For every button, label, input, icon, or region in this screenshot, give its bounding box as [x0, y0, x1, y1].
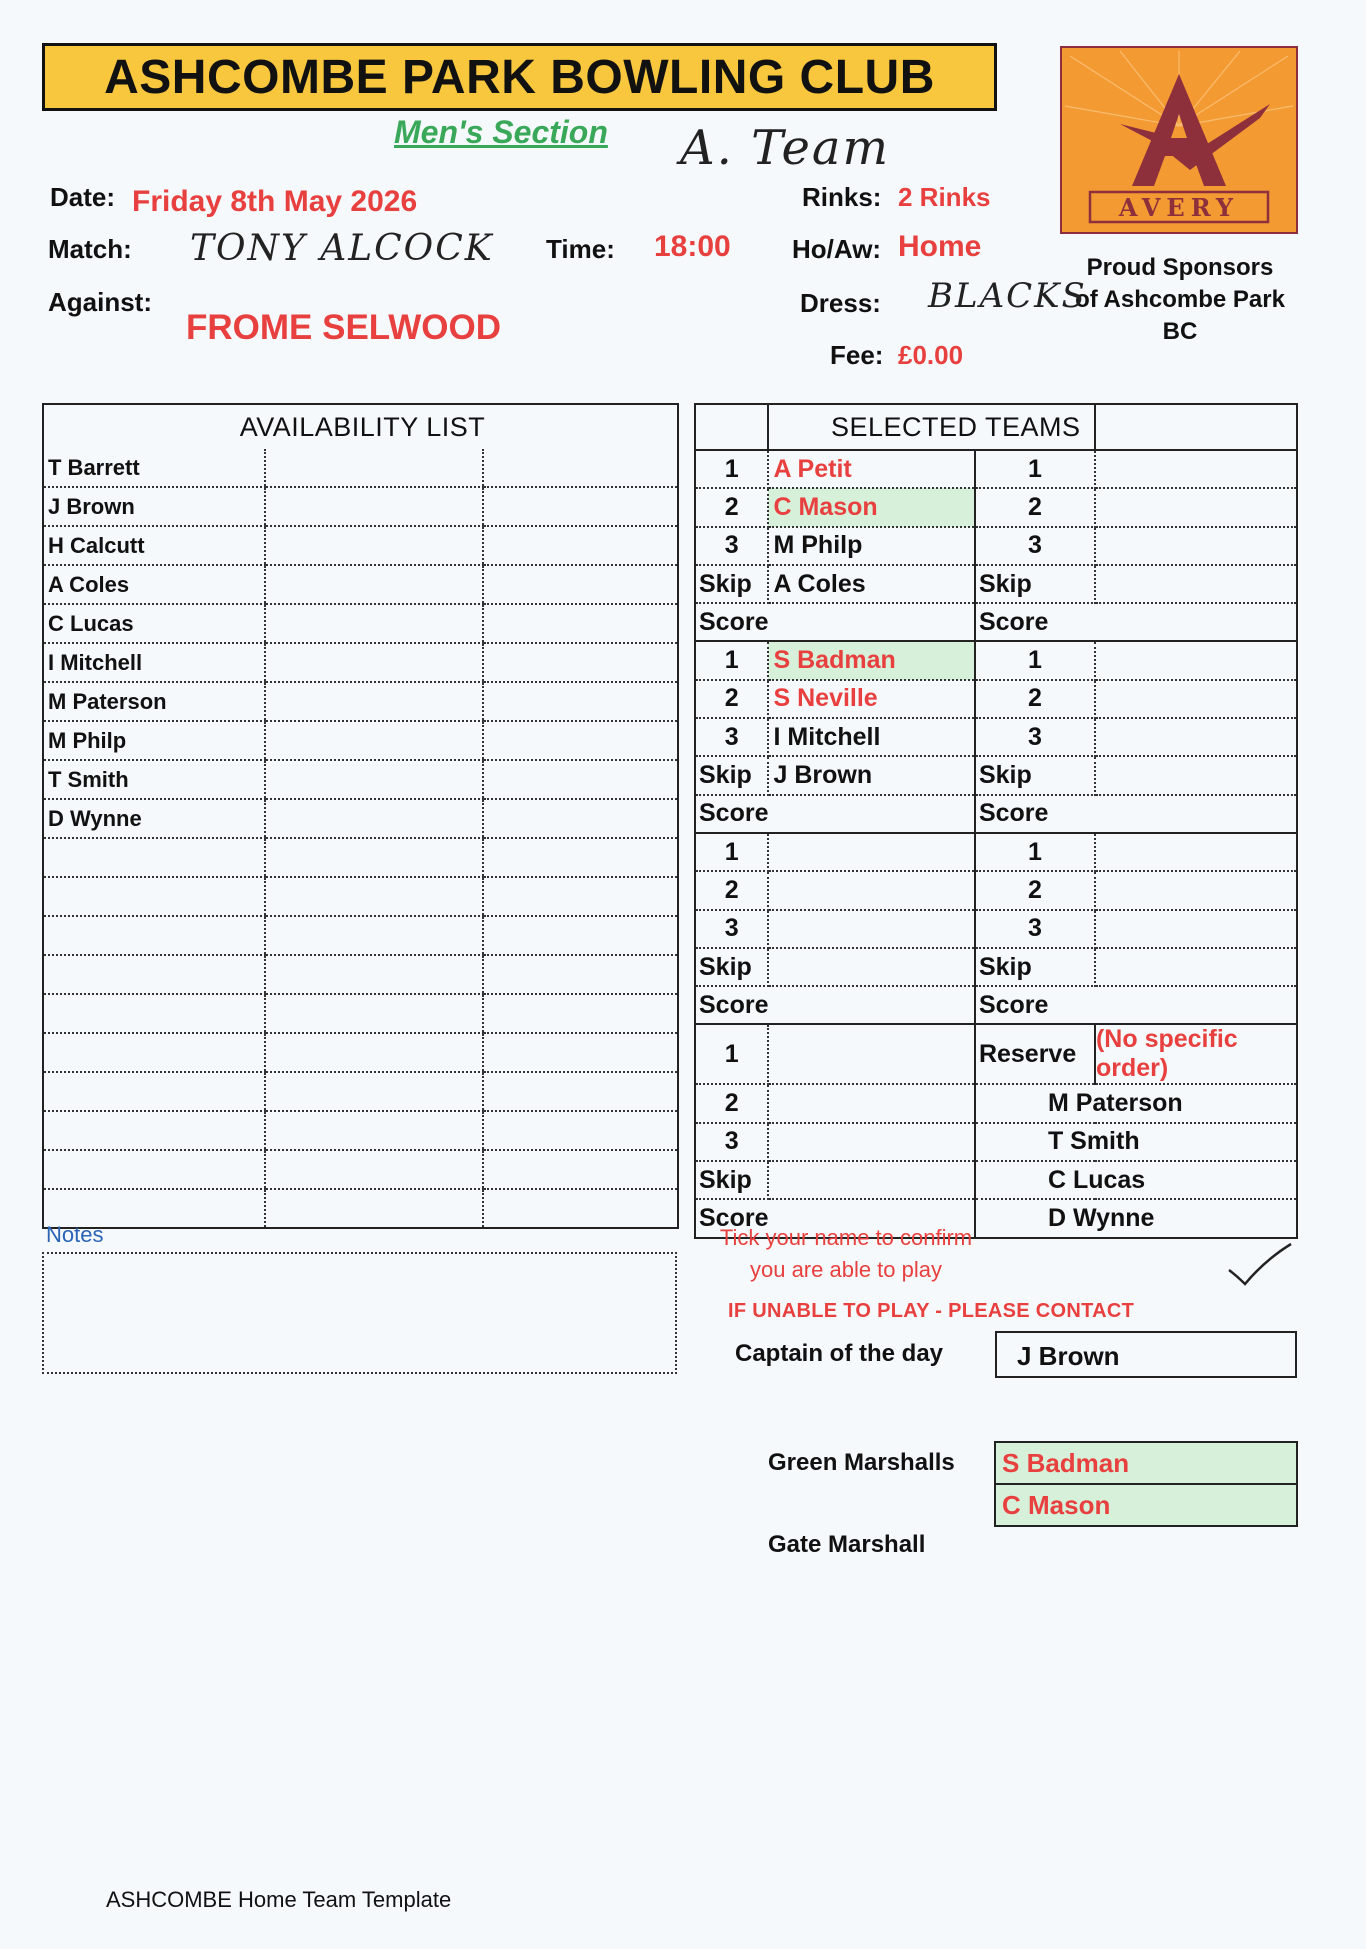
availability-name: J Brown — [43, 487, 265, 526]
sponsor-line2: of Ashcombe Park — [1075, 286, 1285, 313]
availability-row — [43, 1033, 678, 1072]
availability-cell[interactable] — [265, 1150, 483, 1189]
player-name: C Mason — [768, 488, 974, 526]
player-name — [768, 833, 974, 871]
team-player-row — [695, 1084, 1297, 1122]
score-label: Score — [975, 795, 1095, 833]
dress-value: BLACKS — [928, 276, 1087, 316]
opponent-player-name — [1095, 756, 1297, 794]
player-name: J Brown — [768, 756, 974, 794]
availability-cell[interactable] — [265, 1072, 483, 1111]
green-marshalls-label: Green Marshalls — [768, 1449, 955, 1476]
availability-cell[interactable] — [483, 1150, 678, 1189]
score-label: Score — [695, 1199, 768, 1237]
availability-row — [43, 643, 678, 682]
position-label: 1 — [695, 450, 768, 488]
availability-cell[interactable] — [483, 604, 678, 643]
tick-msg-line2: you are able to play — [749, 1257, 943, 1282]
availability-row — [43, 487, 678, 526]
opponent-player-name — [1095, 833, 1297, 871]
availability-cell[interactable] — [483, 760, 678, 799]
availability-cell[interactable] — [265, 682, 483, 721]
sponsor-line3: BC — [1162, 318, 1198, 345]
availability-cell[interactable] — [483, 682, 678, 721]
opponent-position-label: 3 — [975, 527, 1095, 565]
score-label: Score — [975, 603, 1095, 641]
availability-name: M Paterson — [43, 682, 265, 721]
availability-name: H Calcutt — [43, 526, 265, 565]
reserve-name: M Paterson — [975, 1084, 1297, 1122]
position-label: 2 — [695, 871, 768, 909]
player-name: S Neville — [768, 680, 974, 718]
opponent-player-name — [1095, 565, 1297, 603]
opponent-position-label: 3 — [975, 910, 1095, 948]
position-label: Skip — [695, 948, 768, 986]
availability-row — [43, 760, 678, 799]
availability-name — [43, 916, 265, 955]
handwritten-team: A. Team — [680, 120, 891, 176]
availability-row — [43, 877, 678, 916]
sponsor-text — [1060, 252, 1300, 348]
player-name — [768, 948, 974, 986]
availability-cell[interactable] — [483, 643, 678, 682]
opponent-player-name — [1095, 450, 1297, 488]
score-row — [695, 603, 1297, 641]
availability-cell[interactable] — [483, 877, 678, 916]
availability-row — [43, 721, 678, 760]
availability-cell[interactable] — [265, 1111, 483, 1150]
opponent-position-label: 1 — [975, 641, 1095, 679]
opponent-position-label: Skip — [975, 948, 1095, 986]
green-marshalls-box — [994, 1441, 1298, 1527]
green-marshall-2: C Mason — [995, 1484, 1297, 1526]
opponent-player-name — [1095, 718, 1297, 756]
availability-cell[interactable] — [265, 721, 483, 760]
reserve-label: Reserve — [975, 1024, 1095, 1084]
avery-logo — [1060, 46, 1298, 234]
availability-cell[interactable] — [265, 1033, 483, 1072]
position-label: 1 — [695, 641, 768, 679]
rinks-label: Rinks: — [802, 182, 882, 212]
availability-name — [43, 1033, 265, 1072]
availability-cell[interactable] — [483, 838, 678, 877]
selected-teams-title: SELECTED TEAMS — [768, 404, 1094, 450]
opponent-player-name — [1095, 641, 1297, 679]
fee-label: Fee: — [830, 340, 884, 370]
availability-title: AVAILABILITY LIST — [239, 411, 486, 442]
sponsor-line1: Proud Sponsors — [1086, 254, 1274, 281]
availability-cell[interactable] — [483, 449, 678, 487]
team-player-row — [695, 488, 1297, 526]
position-label: Skip — [695, 756, 768, 794]
opponent-position-label: 1 — [975, 833, 1095, 871]
availability-cell[interactable] — [483, 565, 678, 604]
score-value — [768, 795, 974, 833]
no-order-note: (No specific order) — [1095, 1024, 1297, 1084]
opponent-player-name — [1095, 488, 1297, 526]
team-player-row — [695, 756, 1297, 794]
opponent-position-label: 3 — [975, 718, 1095, 756]
selected-teams-table — [694, 403, 1298, 1239]
availability-cell[interactable] — [483, 799, 678, 838]
team-player-row — [695, 1161, 1297, 1199]
position-label: 3 — [695, 910, 768, 948]
score-value — [1095, 603, 1297, 641]
availability-table — [42, 403, 679, 1229]
reserve-name: D Wynne — [1047, 1203, 1155, 1232]
position-label: 3 — [695, 718, 768, 756]
availability-row — [43, 526, 678, 565]
team-player-row — [695, 948, 1297, 986]
availability-cell[interactable] — [483, 526, 678, 565]
availability-name — [43, 1150, 265, 1189]
availability-cell[interactable] — [265, 838, 483, 877]
availability-name — [43, 1111, 265, 1150]
availability-cell[interactable] — [483, 1189, 678, 1228]
availability-cell[interactable] — [483, 916, 678, 955]
team-player-row — [695, 871, 1297, 909]
team-player-row — [695, 450, 1297, 488]
team-player-row — [695, 527, 1297, 565]
match-value: TONY ALCOCK — [190, 228, 494, 269]
team-player-row — [695, 641, 1297, 679]
player-name — [768, 1084, 974, 1122]
team-player-row — [695, 910, 1297, 948]
availability-cell[interactable] — [265, 955, 483, 994]
opponent-player-name — [1095, 527, 1297, 565]
player-name: M Philp — [768, 527, 974, 565]
player-name: I Mitchell — [768, 718, 974, 756]
score-label: Score — [975, 986, 1095, 1024]
availability-row — [43, 449, 678, 487]
hoaw-label: Ho/Aw: — [792, 234, 882, 264]
score-label: Score — [695, 603, 768, 641]
opponent-position-label: Skip — [975, 565, 1095, 603]
date-value: Friday 8th May 2026 — [132, 185, 418, 218]
tick-message — [696, 1222, 996, 1286]
availability-row — [43, 1072, 678, 1111]
opponent-player-name — [1095, 871, 1297, 909]
opponent-player-name — [1095, 948, 1297, 986]
section-title: Men's Section — [394, 114, 608, 150]
availability-name — [43, 955, 265, 994]
position-label: Skip — [695, 565, 768, 603]
date-label: Date: — [50, 182, 116, 212]
team-player-row — [695, 833, 1297, 871]
availability-row — [43, 1111, 678, 1150]
footer-text: ASHCOMBE Home Team Template — [106, 1887, 452, 1912]
availability-cell[interactable] — [483, 1033, 678, 1072]
captain-label: Captain of the day — [735, 1340, 944, 1367]
availability-cell[interactable] — [483, 994, 678, 1033]
reserve-name: T Smith — [975, 1123, 1297, 1161]
team-player-row — [695, 680, 1297, 718]
player-name — [768, 1024, 974, 1084]
fee-value: £0.00 — [898, 340, 964, 370]
availability-row — [43, 682, 678, 721]
position-label: 3 — [695, 1123, 768, 1161]
position-label: 2 — [695, 488, 768, 526]
opponent-player-name — [1095, 910, 1297, 948]
time-label: Time: — [546, 234, 615, 264]
notes-label: Notes — [46, 1222, 104, 1247]
availability-name — [43, 1072, 265, 1111]
team-player-row — [695, 1123, 1297, 1161]
player-name — [768, 1123, 974, 1161]
availability-row — [43, 565, 678, 604]
availability-row — [43, 799, 678, 838]
gate-marshall-label: Gate Marshall — [768, 1531, 926, 1558]
score-label: Score — [695, 795, 768, 833]
team-player-row — [695, 1024, 1297, 1084]
opponent-position-label: 2 — [975, 871, 1095, 909]
availability-name: A Coles — [43, 565, 265, 604]
availability-cell[interactable] — [483, 955, 678, 994]
availability-cell[interactable] — [265, 526, 483, 565]
position-label: 3 — [695, 527, 768, 565]
against-value: FROME SELWOOD — [186, 308, 501, 347]
availability-name: T Barrett — [43, 449, 265, 487]
availability-cell[interactable] — [265, 487, 483, 526]
rinks-value: 2 Rinks — [898, 182, 991, 212]
availability-cell[interactable] — [265, 449, 483, 487]
availability-name — [43, 994, 265, 1033]
availability-cell[interactable] — [265, 1189, 483, 1228]
availability-name: T Smith — [43, 760, 265, 799]
availability-row — [43, 1189, 678, 1228]
contact-message: IF UNABLE TO PLAY - PLEASE CONTACT — [728, 1300, 1135, 1322]
club-title: ASHCOMBE PARK BOWLING CLUB — [42, 43, 997, 111]
player-name: S Badman — [768, 641, 974, 679]
availability-name: D Wynne — [43, 799, 265, 838]
green-marshall-1: S Badman — [995, 1442, 1297, 1484]
position-label: 2 — [695, 680, 768, 718]
availability-row — [43, 838, 678, 877]
availability-cell[interactable] — [483, 1072, 678, 1111]
availability-cell[interactable] — [265, 877, 483, 916]
availability-cell[interactable] — [265, 916, 483, 955]
availability-cell[interactable] — [483, 487, 678, 526]
team-player-row — [695, 718, 1297, 756]
score-value — [768, 986, 974, 1024]
score-value — [1095, 986, 1297, 1024]
availability-cell[interactable] — [265, 760, 483, 799]
dress-label: Dress: — [800, 288, 881, 318]
position-label: Skip — [695, 1161, 768, 1199]
logo-text: AVERY — [1118, 193, 1240, 222]
position-label: 1 — [695, 833, 768, 871]
score-row — [695, 795, 1297, 833]
opponent-position-label: 1 — [975, 450, 1095, 488]
availability-cell[interactable] — [265, 799, 483, 838]
score-value — [768, 603, 974, 641]
player-name — [768, 1161, 974, 1199]
opponent-position-label: 2 — [975, 680, 1095, 718]
player-name: A Coles — [768, 565, 974, 603]
availability-cell[interactable] — [265, 994, 483, 1033]
availability-cell[interactable] — [265, 604, 483, 643]
opponent-position-label: 2 — [975, 488, 1095, 526]
availability-cell[interactable] — [483, 721, 678, 760]
score-value — [1095, 795, 1297, 833]
availability-row — [43, 604, 678, 643]
availability-row — [43, 1150, 678, 1189]
availability-row — [43, 916, 678, 955]
captain-value: J Brown — [995, 1331, 1297, 1378]
player-name — [768, 871, 974, 909]
availability-row — [43, 994, 678, 1033]
availability-cell[interactable] — [265, 643, 483, 682]
score-row — [695, 986, 1297, 1024]
availability-row — [43, 955, 678, 994]
availability-cell[interactable] — [483, 1111, 678, 1150]
match-label: Match: — [48, 234, 132, 264]
availability-name — [43, 877, 265, 916]
availability-name — [43, 838, 265, 877]
against-label: Against: — [48, 287, 152, 317]
team-player-row — [695, 565, 1297, 603]
reserve-name: C Lucas — [975, 1161, 1297, 1199]
player-name — [768, 910, 974, 948]
availability-name: I Mitchell — [43, 643, 265, 682]
time-value: 18:00 — [654, 230, 731, 263]
notes-box[interactable] — [42, 1252, 677, 1374]
availability-name: C Lucas — [43, 604, 265, 643]
check-mark-icon — [1225, 1240, 1295, 1290]
opponent-position-label: Skip — [975, 756, 1095, 794]
position-label: 1 — [695, 1024, 768, 1084]
availability-name: M Philp — [43, 721, 265, 760]
position-label: 2 — [695, 1084, 768, 1122]
score-label: Score — [695, 986, 768, 1024]
tick-msg-line1: Tick your name to confirm — [719, 1225, 973, 1250]
availability-cell[interactable] — [265, 565, 483, 604]
player-name: A Petit — [768, 450, 974, 488]
opponent-player-name — [1095, 680, 1297, 718]
hoaw-value: Home — [898, 230, 982, 263]
